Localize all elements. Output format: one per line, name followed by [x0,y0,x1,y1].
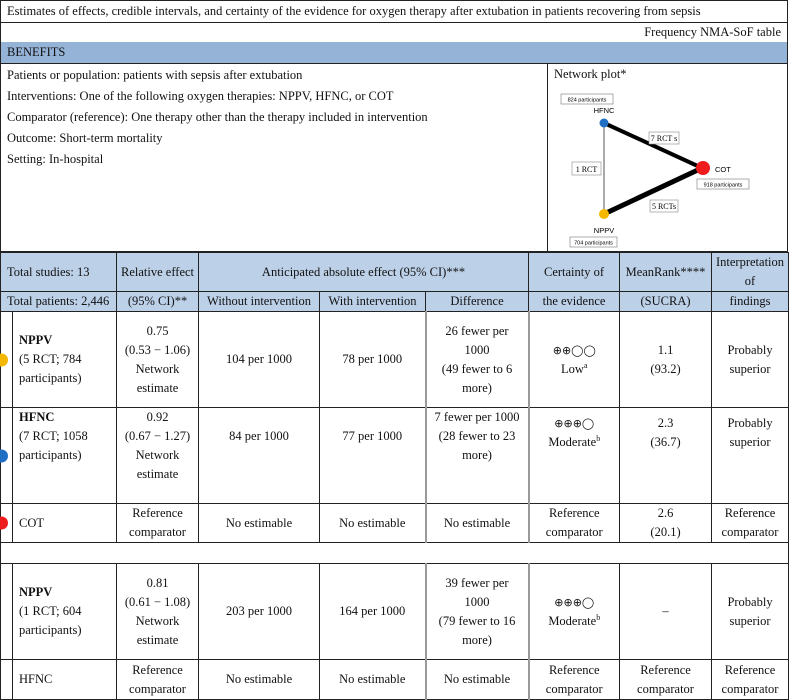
certainty-label: Moderate [548,435,597,449]
table-subtitle: Frequency NMA-SoF table [0,22,788,43]
meanrank-value: 2.3 [657,416,674,430]
total-studies: Total studies: 13 [1,253,117,292]
interpretation-line: Reference [724,662,776,677]
with-cell: 78 per 1000 [320,312,426,408]
certainty-line: comparator [545,681,603,696]
interventions-text: Interventions: One of the following oxygen therapies: NPPV, HFNC, or COT [7,89,394,103]
footnote-marker: a [583,360,588,370]
population-text: Patients or population: patients with sepsis after extubation [7,68,303,82]
svg-text:5 RCTs: 5 RCTs [651,202,677,211]
relative-line: comparator [129,525,186,539]
svg-text:704 participants: 704 participants [574,240,613,247]
certainty-cell [529,504,620,543]
meanrank-cell [620,312,712,408]
certainty-rating-icon: ⊕⊕⊕◯ [554,595,595,609]
nppv-dot-icon [0,353,8,366]
meanrank-value: 2.6 [657,506,674,520]
sucra-value: (36.7) [650,435,681,449]
meanrank-header-1: MeanRank**** [620,253,712,292]
participants-hfnc [561,94,613,104]
interpretation-line: Probably [727,594,773,609]
certainty-cell [529,408,620,504]
interpretation-line: Probably [727,416,773,430]
relative-value: 0.75 [146,323,169,338]
relative-type: Network [135,361,180,376]
interpretation-cell [712,564,789,660]
table-row [1,564,789,660]
footnote-marker: b [596,612,601,622]
certainty-label: Moderate [548,613,597,628]
svg-text:7 RCT s: 7 RCT s [650,134,678,143]
intervention-detail: (1 RCT; 604 [19,604,82,618]
network-plot-svg [548,63,789,252]
spacer-row [1,543,789,564]
sucra-value: (93.2) [650,361,681,376]
cot-dot-icon [0,517,8,530]
interpretation-line: comparator [721,525,779,539]
comparator-text: Comparator (reference): One therapy other than the therapy included in intervention [7,110,428,124]
node-label-hfnc: HFNC [593,106,615,115]
interpretation-line: superior [729,435,771,449]
node-nppv [599,209,609,219]
sof-table [0,252,789,700]
relative-line: Reference [132,662,183,677]
with-cell: 77 per 1000 [320,408,426,504]
intervention-cell [13,312,117,408]
node-hfnc [600,119,609,128]
relative-type: estimate [136,467,179,481]
intervention-detail: participants) [19,371,82,385]
difference-line: (28 fewer to 23 [438,429,516,443]
table-row [1,504,789,543]
without-cell: 84 per 1000 [199,408,320,504]
interpretation-cell [712,408,789,504]
relative-effect-cell [117,504,199,543]
meanrank-cell: – [620,564,712,660]
certainty-cell [529,312,620,408]
pico-info [0,63,548,252]
intervention-detail: participants) [19,448,82,462]
relative-value: 0.81 [146,575,169,590]
relative-value: 0.92 [146,410,169,424]
interpretation-cell [712,504,789,543]
intervention-detail: participants) [19,623,82,637]
difference-cell: No estimable [426,504,529,543]
certainty-rating-icon: ⊕⊕◯◯ [552,343,596,357]
without-cell: 104 per 1000 [199,312,320,408]
difference-line: (79 fewer to 16 [438,613,516,628]
meanrank-cell [620,504,712,543]
interpretation-cell [712,660,789,700]
table-title: Estimates of effects, credible intervals, and certainty of the evidence for oxygen therapy after extubation in patients recovering from sepsis [0,0,788,23]
difference-header: Difference [426,292,529,312]
relative-effect-cell [117,312,199,408]
without-cell: No estimable [199,504,320,543]
relative-effect-header-2: (95% CI)** [117,292,199,312]
header-row-2 [1,292,789,312]
svg-text:918 participants: 918 participants [703,182,743,189]
relative-type: estimate [136,380,179,395]
difference-line: 26 fewer per [445,323,509,338]
meanrank-value: 1.1 [657,342,674,357]
relative-type: Network [135,448,180,462]
edge-hfnc-cot [604,123,702,168]
relative-effect-cell [117,564,199,660]
interpretation-line: Probably [727,342,773,357]
network-plot-title: Network plot* [554,67,627,81]
meanrank-cell [620,408,712,504]
interpretation-line: superior [729,361,771,376]
participants-nppv [570,237,617,247]
total-patients: Total patients: 2,446 [1,292,117,312]
difference-line: more) [462,380,492,395]
difference-cell [426,312,529,408]
relative-line: comparator [129,681,186,696]
certainty-label: Low [561,361,584,376]
node-label-cot: COT [715,165,731,174]
meanrank-line: comparator [637,681,694,696]
intervention-name: HFNC [13,660,117,700]
intervention-detail: (5 RCT; 784 [19,352,82,366]
network-plot [547,63,788,252]
difference-line: 39 fewer per [445,575,509,590]
relative-type: Network [135,613,180,628]
interpretation-line: Reference [724,506,776,520]
setting-text: Setting: In-hospital [7,152,104,166]
difference-line: 1000 [464,342,490,357]
difference-cell [426,408,529,504]
edge-label-nppv-cot [650,200,678,212]
intervention-cell [13,564,117,660]
intervention-name: HFNC [19,410,55,424]
certainty-line: Reference [548,662,600,677]
interpretation-line: comparator [721,681,779,696]
node-label-nppv: NPPV [593,226,615,235]
certainty-line: Reference [548,506,600,520]
intervention-name: NPPV [19,585,53,599]
header-row-1 [1,253,789,292]
with-cell: No estimable [320,660,426,700]
relative-type: estimate [136,632,179,647]
certainty-rating-icon: ⊕⊕⊕◯ [554,417,595,430]
difference-line: 1000 [464,594,490,609]
with-cell: 164 per 1000 [320,564,426,660]
svg-text:824 participants: 824 participants [567,97,607,104]
table-row [1,660,789,700]
meanrank-header-2: (SUCRA) [620,292,712,312]
edge-label-hfnc-cot [649,132,679,144]
certainty-header-2: the evidence [529,292,620,312]
difference-line: 7 fewer per 1000 [434,410,520,424]
participants-cot [697,179,749,189]
difference-line: more) [462,448,492,462]
relative-effect-header-1: Relative effect [117,253,199,292]
relative-ci: (0.67 − 1.27) [124,429,191,443]
hfnc-dot-icon [0,449,8,462]
intervention-detail: (7 RCT; 1058 [19,429,88,443]
difference-line: (49 fewer to 6 [441,361,513,376]
certainty-line: comparator [545,525,603,539]
without-cell: 203 per 1000 [199,564,320,660]
intervention-cell [13,408,117,504]
table-row [1,312,789,408]
with-intervention-header: With intervention [320,292,426,312]
intervention-name: COT [13,504,117,543]
intervention-name: NPPV [19,333,53,347]
table-row [1,408,789,504]
node-cot [696,161,710,175]
footnote-marker: b [596,433,601,443]
with-cell: No estimable [320,504,426,543]
sucra-value: (20.1) [650,525,681,539]
meanrank-line: Reference [640,662,691,677]
difference-cell [426,564,529,660]
relative-effect-cell [117,660,199,700]
certainty-cell [529,564,620,660]
section-benefits: BENEFITS [0,42,788,64]
meanrank-cell [620,660,712,700]
interpretation-cell [712,312,789,408]
certainty-cell [529,660,620,700]
relative-effect-cell [117,408,199,504]
difference-cell: No estimable [426,660,529,700]
relative-ci: (0.61 − 1.08) [124,594,191,609]
interpretation-line: superior [729,613,771,628]
without-intervention-header: Without intervention [199,292,320,312]
certainty-header-1: Certainty of [529,253,620,292]
without-cell: No estimable [199,660,320,700]
relative-line: Reference [132,506,183,520]
difference-line: more) [462,632,492,647]
anticipated-effect-header: Anticipated absolute effect (95% CI)*** [199,253,529,292]
outcome-text: Outcome: Short-term mortality [7,131,163,145]
edge-label-hfnc-nppv [572,162,601,175]
interpretation-header-2: findings [712,292,789,312]
svg-text:1 RCT: 1 RCT [575,165,598,174]
interpretation-header-1: Interpretation of [712,253,789,292]
relative-ci: (0.53 − 1.06) [124,342,191,357]
